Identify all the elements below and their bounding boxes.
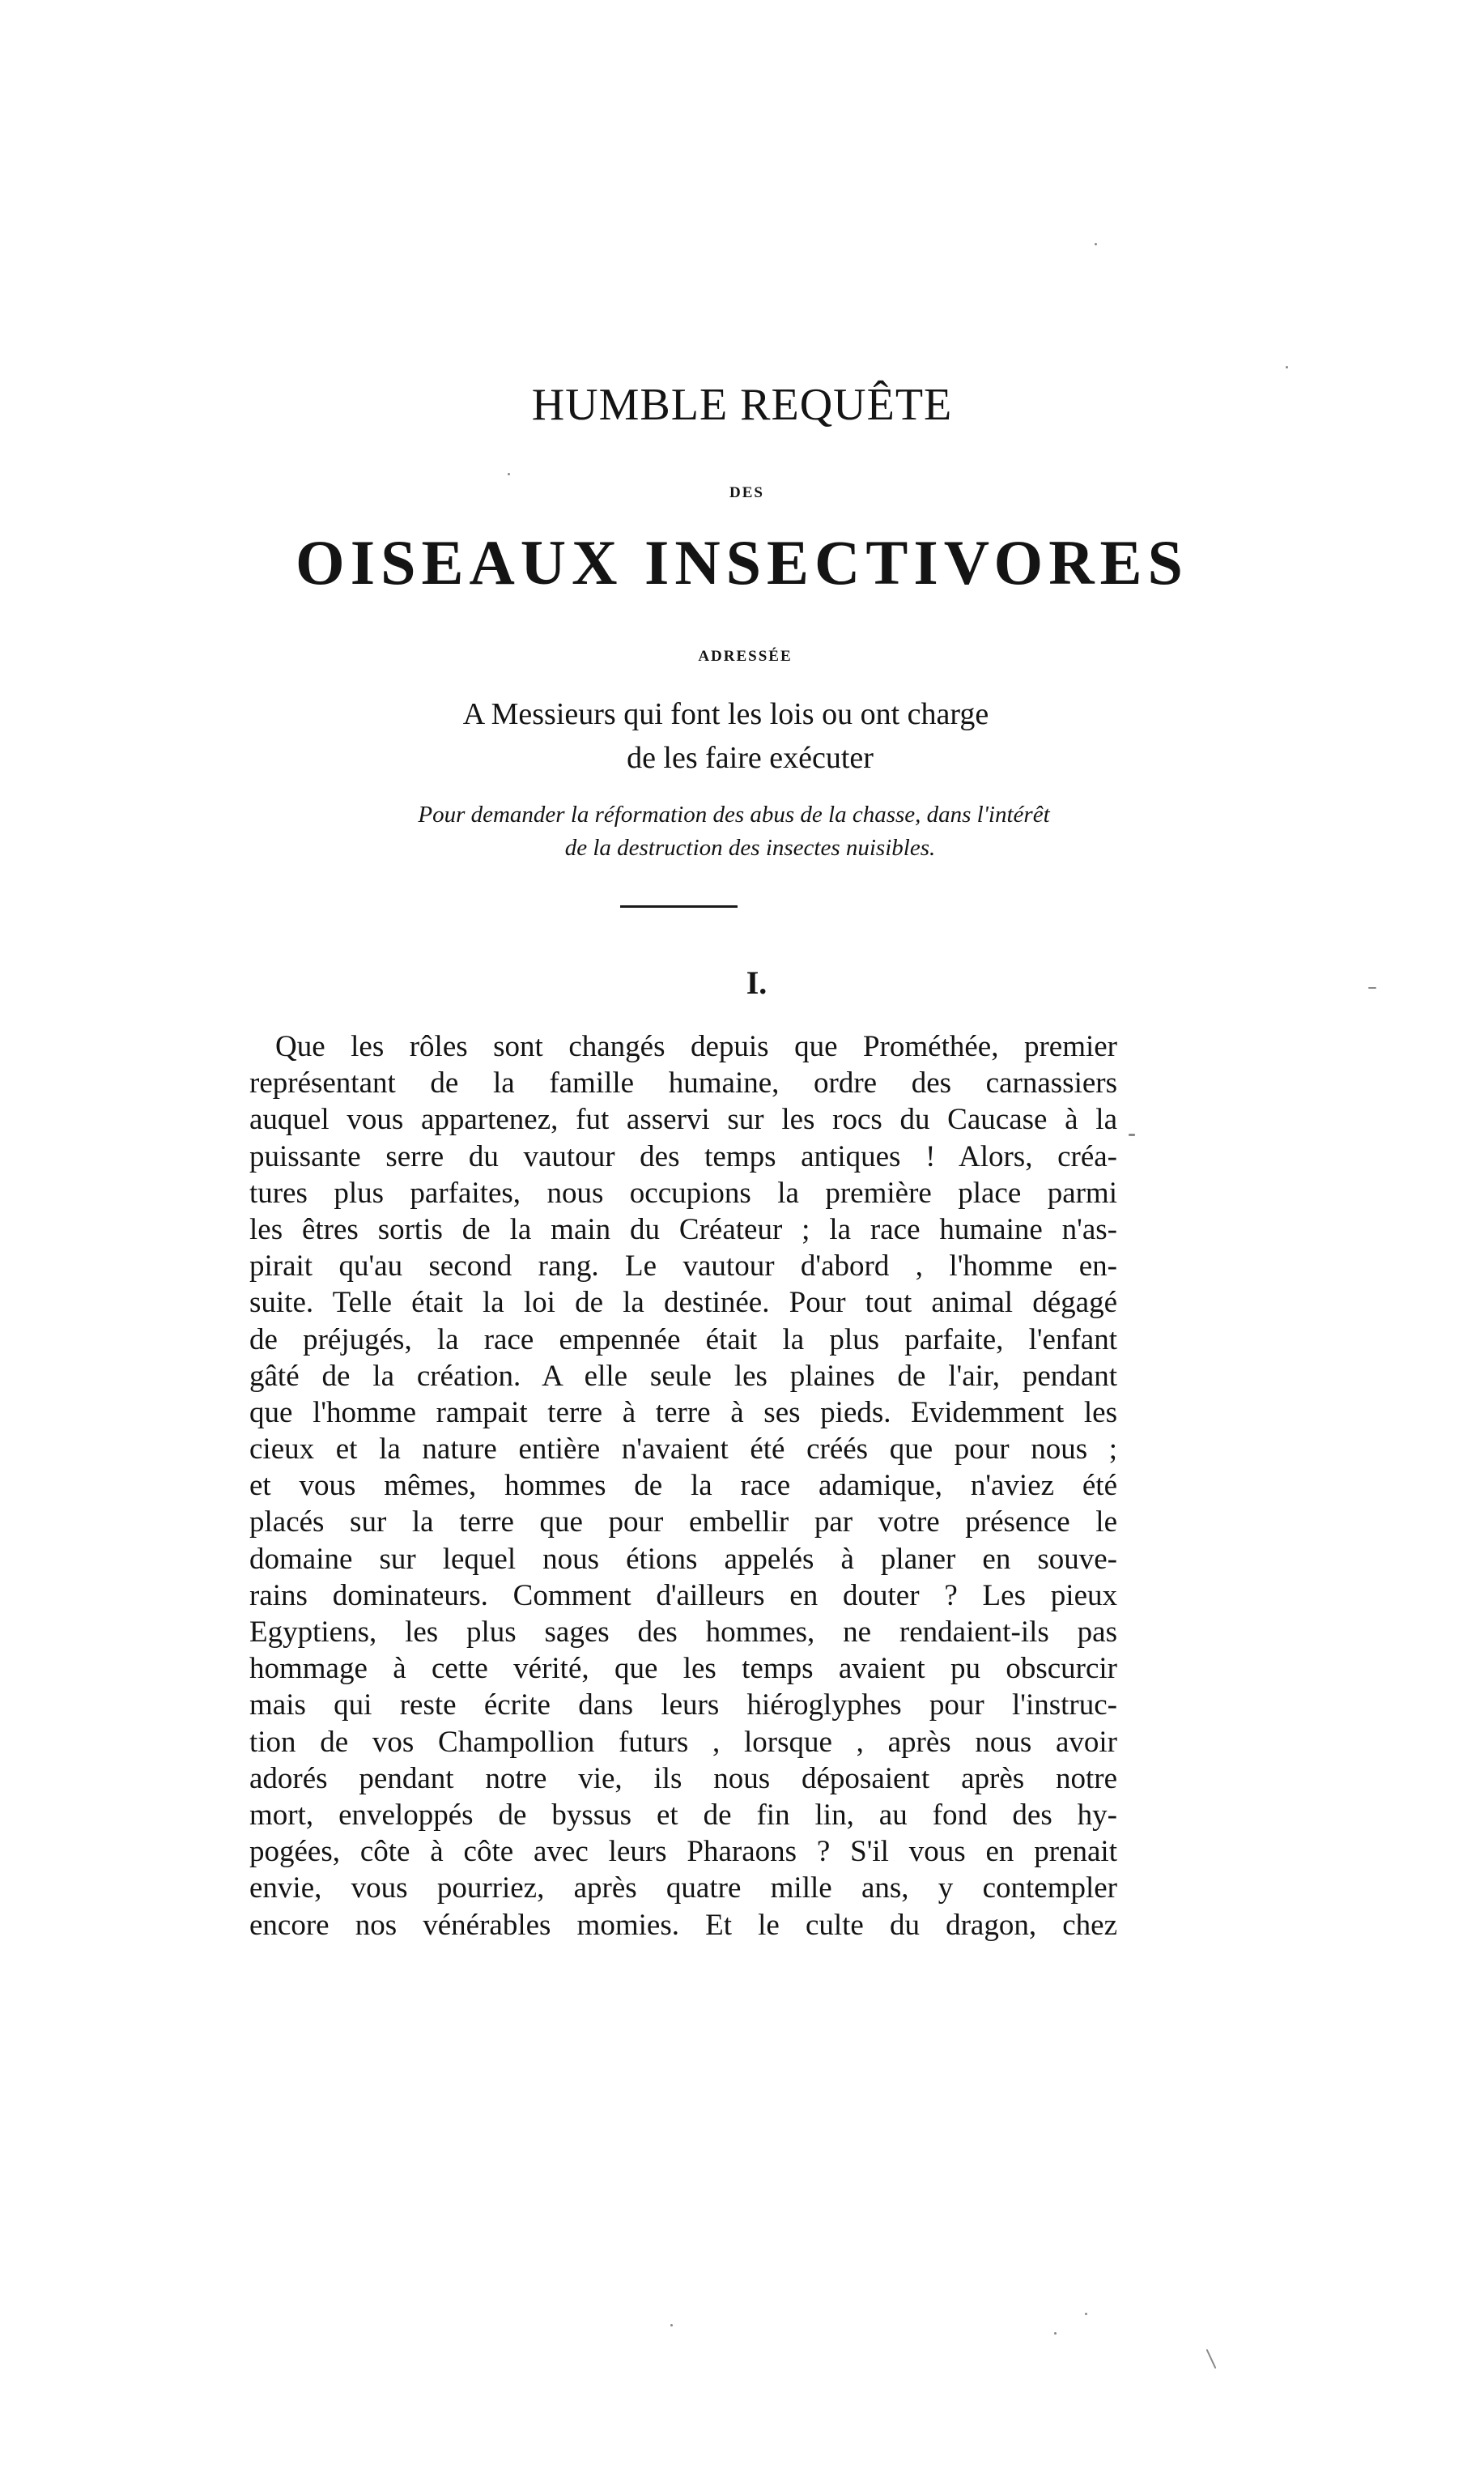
body-line: Que les rôles sont changés depuis que Prométhée, premier [275, 1030, 1117, 1063]
scan-speck [1286, 366, 1288, 368]
body-line: encore nos vénérables momies. Et le culte du dragon, chez [249, 1908, 1117, 1942]
purpose-line-1: Pour demander la réformation des abus de la chasse, dans l'intérêt [418, 802, 1050, 828]
body-line: tures plus parfaites, nous occupions la première place parmi [249, 1176, 1117, 1210]
section-divider [620, 905, 738, 908]
body-line: représentant de la famille humaine, ordre des carnassiers [249, 1066, 1117, 1100]
scan-speck [1368, 987, 1376, 989]
body-line: gâté de la création. A elle seule les plaines de l'air, pendant [249, 1359, 1117, 1393]
small-caps-adressee: ADRESSÉE [698, 648, 793, 665]
scan-speck [670, 2324, 673, 2326]
scan-speck [1054, 2332, 1057, 2335]
body-line: que l'homme rampait terre à terre à ses pieds. Evidemment les [249, 1395, 1117, 1429]
body-line: Egyptiens, les plus sages des hommes, ne rendaient-ils pas [249, 1615, 1117, 1649]
body-line: mais qui reste écrite dans leurs hiéroglyphes pour l'instruc- [249, 1688, 1117, 1722]
body-line: domaine sur lequel nous étions appelés à planer en souve- [249, 1542, 1117, 1576]
body-line: auquel vous appartenez, fut asservi sur les rocs du Caucase à la [249, 1103, 1117, 1137]
body-line: adorés pendant notre vie, ils nous déposaient après notre [249, 1761, 1117, 1795]
purpose-line-2: de la destruction des insectes nuisibles. [564, 835, 936, 861]
body-line: tion de vos Champollion futurs , lorsque , après nous avoir [249, 1725, 1117, 1759]
body-line: puissante serre du vautour des temps antiques ! Alors, créa- [249, 1139, 1117, 1173]
body-line: rains dominateurs. Comment d'ailleurs en douter ? Les pieux [249, 1578, 1117, 1612]
scan-speck [508, 473, 510, 475]
body-line: mort, enveloppés de byssus et de fin lin, au fond des hy- [249, 1798, 1117, 1832]
body-line: placés sur la terre que pour embellir par votre présence le [249, 1505, 1117, 1539]
scan-speck [1129, 1134, 1135, 1136]
scan-speck [1095, 243, 1097, 245]
body-line: de préjugés, la race empennée était la plus parfaite, l'enfant [249, 1322, 1117, 1356]
address-line-1: A Messieurs qui font les lois ou ont charge [462, 697, 989, 731]
body-line: et vous mêmes, hommes de la race adamique, n'aviez été [249, 1469, 1117, 1503]
body-line: hommage à cette vérité, que les temps avaient pu obscurcir [249, 1652, 1117, 1686]
body-line: les êtres sortis de la main du Créateur ; la race humaine n'as- [249, 1212, 1117, 1246]
body-line: pirait qu'au second rang. Le vautour d'abord , l'homme en- [249, 1249, 1117, 1283]
body-line: suite. Telle était la loi de la destinée. Pour tout animal dégagé [249, 1286, 1117, 1320]
address-line-2: de les faire exécuter [627, 741, 874, 775]
scan-speck [1085, 2313, 1087, 2315]
section-number: I. [746, 964, 768, 1001]
title-line-1: HUMBLE REQUÊTE [531, 380, 953, 430]
body-line: envie, vous pourriez, après quatre mille ans, y contempler [249, 1871, 1117, 1905]
body-line: pogées, côte à côte avec leurs Pharaons ? S'il vous en prenait [249, 1835, 1117, 1869]
small-caps-des: DES [729, 484, 764, 501]
scan-speck [1206, 2349, 1217, 2369]
body-line: cieux et la nature entière n'avaient été créés que pour nous ; [249, 1432, 1117, 1466]
title-line-2: OISEAUX INSECTIVORES [296, 527, 1188, 598]
body-text [249, 1028, 1117, 1943]
